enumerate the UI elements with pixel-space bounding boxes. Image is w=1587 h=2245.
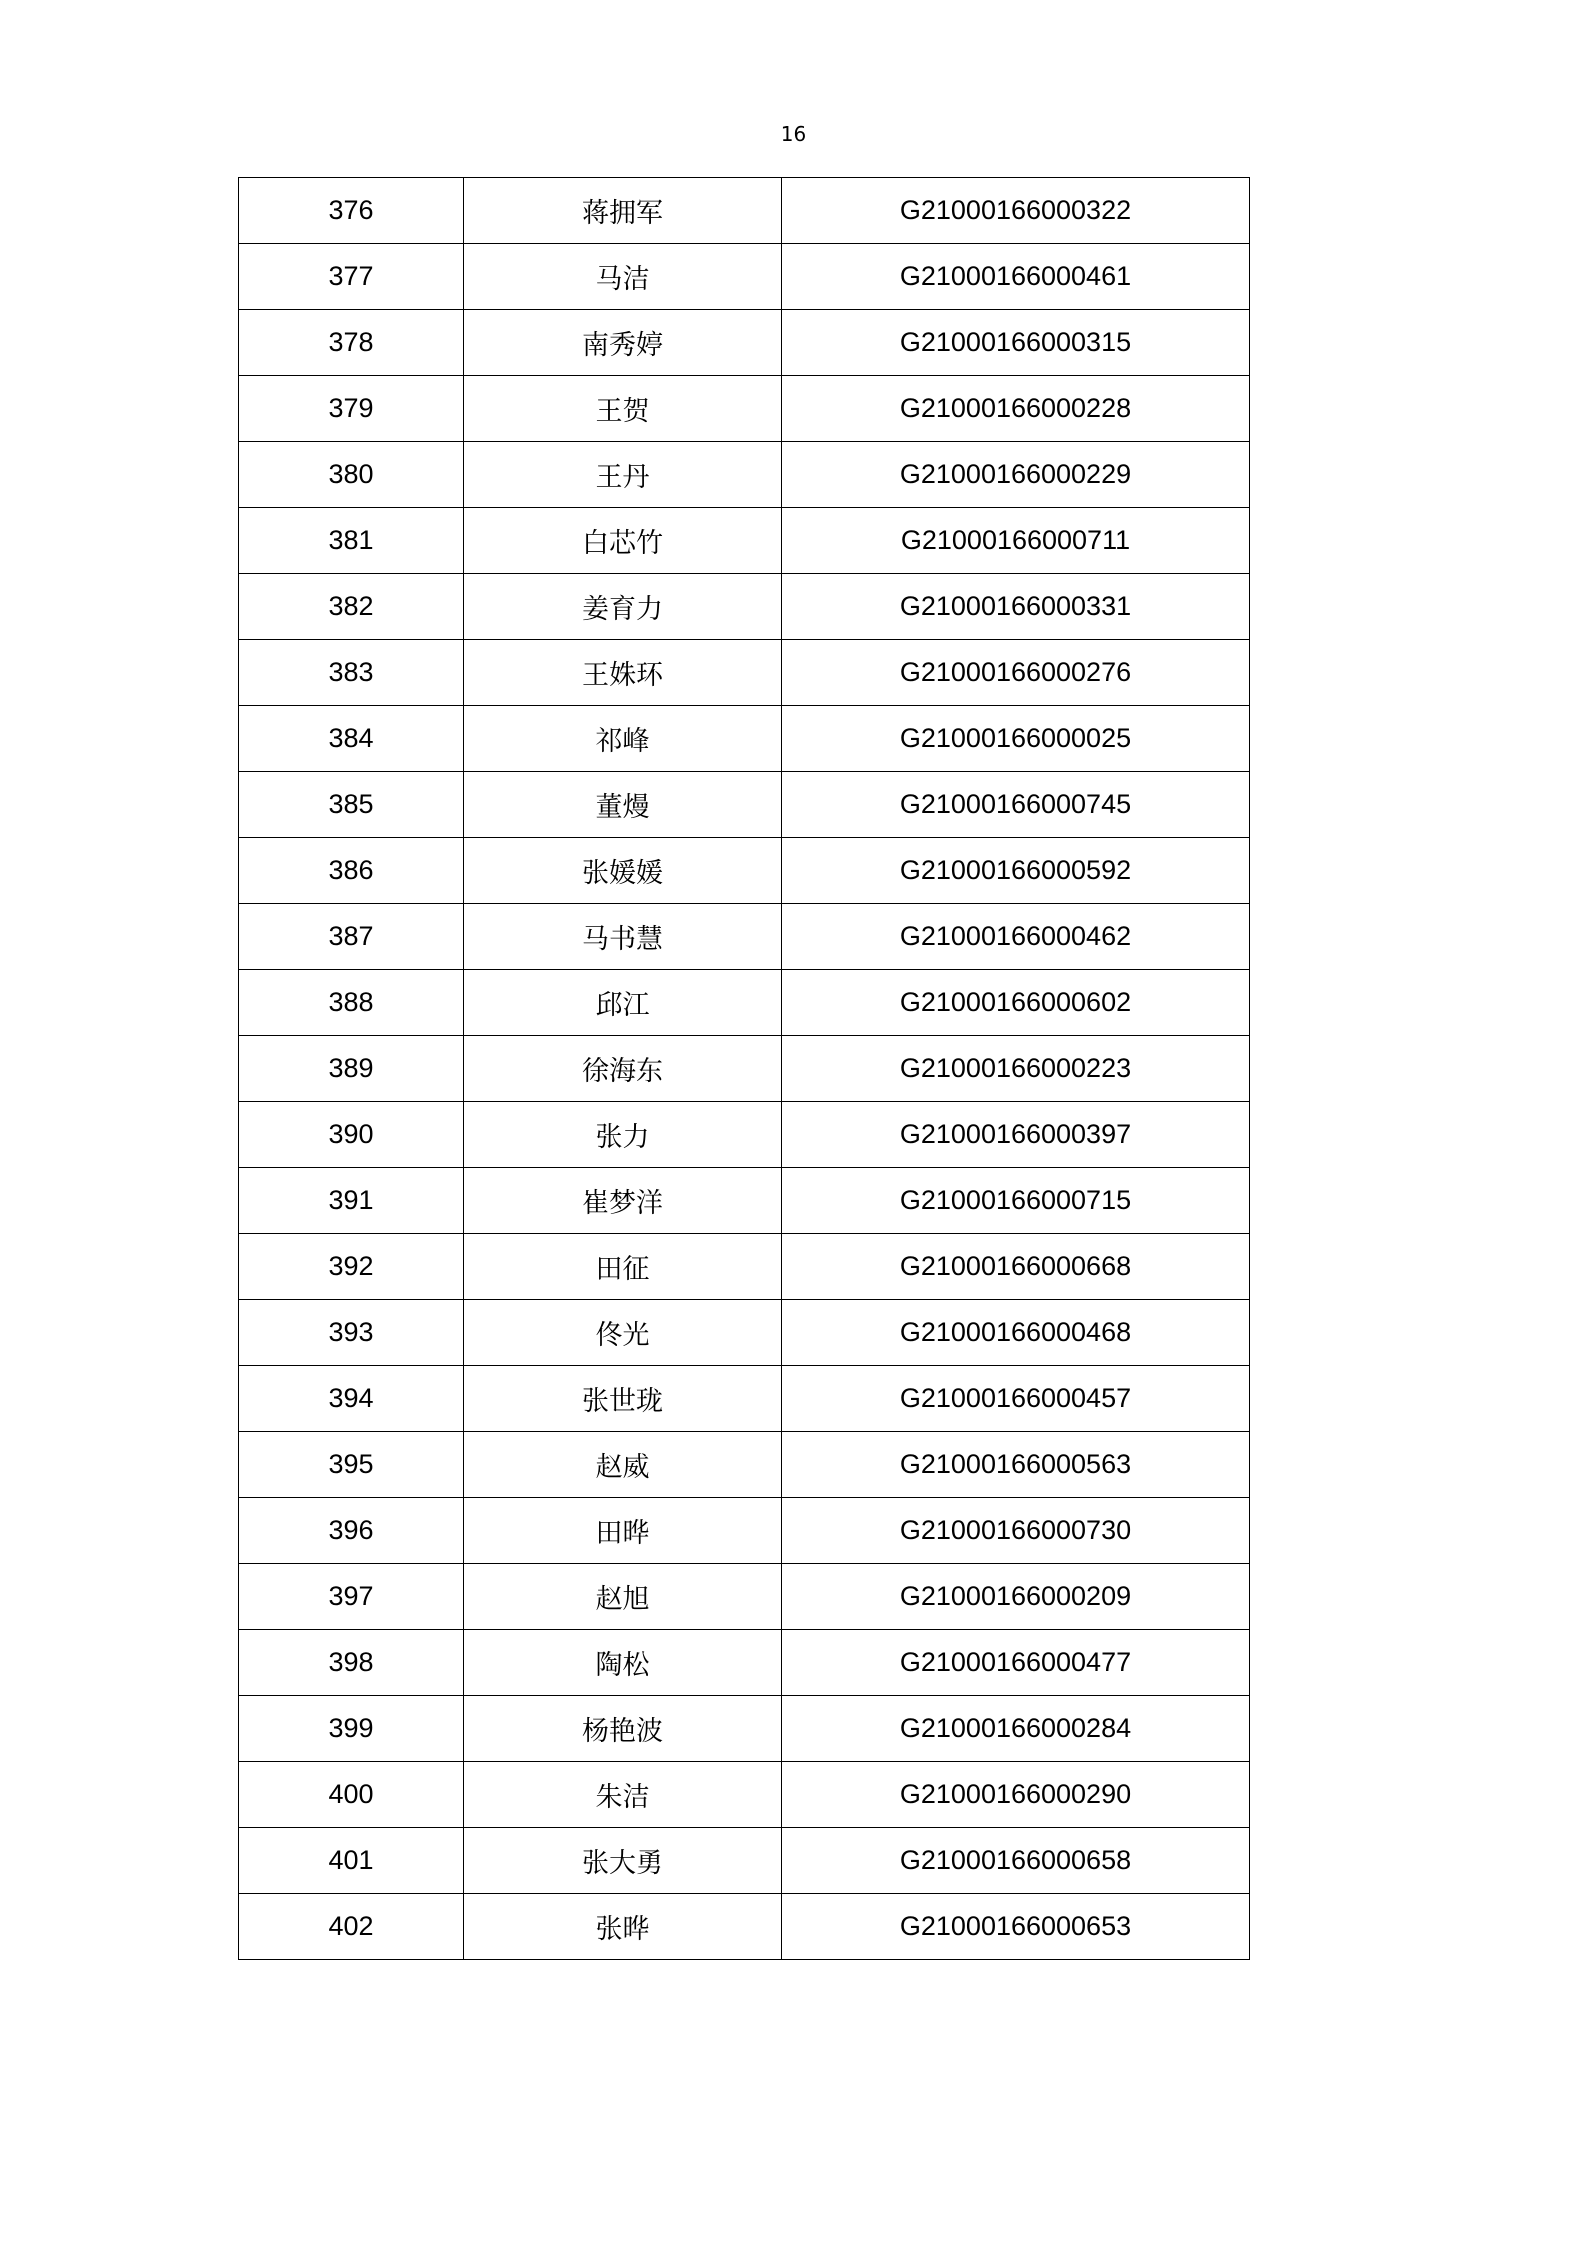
certificate-code-cell: G21000166000315 [782, 310, 1250, 376]
row-number-cell: 396 [239, 1498, 464, 1564]
table-row [239, 1036, 1250, 1102]
name-cell: 马书慧 [464, 904, 782, 970]
row-number-cell: 382 [239, 574, 464, 640]
certificate-code-cell: G21000166000228 [782, 376, 1250, 442]
row-number-cell: 388 [239, 970, 464, 1036]
certificate-code-cell: G21000166000462 [782, 904, 1250, 970]
name-cell: 王贺 [464, 376, 782, 442]
table-row [239, 838, 1250, 904]
certificate-code-cell: G21000166000461 [782, 244, 1250, 310]
name-cell: 田晔 [464, 1498, 782, 1564]
table-row [239, 904, 1250, 970]
certificate-code-cell: G21000166000025 [782, 706, 1250, 772]
name-cell: 徐海东 [464, 1036, 782, 1102]
table-row [239, 1234, 1250, 1300]
row-number-cell: 380 [239, 442, 464, 508]
name-cell: 张世珑 [464, 1366, 782, 1432]
name-cell: 杨艳波 [464, 1696, 782, 1762]
table-row [239, 1762, 1250, 1828]
row-number-cell: 378 [239, 310, 464, 376]
table-row [239, 1894, 1250, 1960]
roster-table-body [239, 178, 1250, 1960]
certificate-code-cell: G21000166000592 [782, 838, 1250, 904]
name-cell: 田征 [464, 1234, 782, 1300]
row-number-cell: 398 [239, 1630, 464, 1696]
row-number-cell: 387 [239, 904, 464, 970]
name-cell: 南秀婷 [464, 310, 782, 376]
table-row [239, 310, 1250, 376]
name-cell: 赵威 [464, 1432, 782, 1498]
certificate-code-cell: G21000166000563 [782, 1432, 1250, 1498]
certificate-code-cell: G21000166000331 [782, 574, 1250, 640]
row-number-cell: 376 [239, 178, 464, 244]
row-number-cell: 395 [239, 1432, 464, 1498]
table-row [239, 1432, 1250, 1498]
row-number-cell: 391 [239, 1168, 464, 1234]
table-row [239, 1564, 1250, 1630]
row-number-cell: 392 [239, 1234, 464, 1300]
name-cell: 董熳 [464, 772, 782, 838]
certificate-code-cell: G21000166000468 [782, 1300, 1250, 1366]
row-number-cell: 401 [239, 1828, 464, 1894]
row-number-cell: 383 [239, 640, 464, 706]
name-cell: 蒋拥军 [464, 178, 782, 244]
row-number-cell: 402 [239, 1894, 464, 1960]
certificate-code-cell: G21000166000711 [782, 508, 1250, 574]
table-row [239, 970, 1250, 1036]
table-row [239, 1828, 1250, 1894]
table-row [239, 574, 1250, 640]
table-row [239, 1696, 1250, 1762]
table-row [239, 376, 1250, 442]
name-cell: 邱江 [464, 970, 782, 1036]
name-cell: 王姝环 [464, 640, 782, 706]
certificate-code-cell: G21000166000745 [782, 772, 1250, 838]
row-number-cell: 389 [239, 1036, 464, 1102]
certificate-code-cell: G21000166000209 [782, 1564, 1250, 1630]
name-cell: 祁峰 [464, 706, 782, 772]
certificate-code-cell: G21000166000322 [782, 178, 1250, 244]
table-row [239, 1630, 1250, 1696]
name-cell: 白芯竹 [464, 508, 782, 574]
certificate-code-cell: G21000166000602 [782, 970, 1250, 1036]
certificate-code-cell: G21000166000290 [782, 1762, 1250, 1828]
certificate-code-cell: G21000166000276 [782, 640, 1250, 706]
certificate-code-cell: G21000166000284 [782, 1696, 1250, 1762]
name-cell: 张大勇 [464, 1828, 782, 1894]
row-number-cell: 385 [239, 772, 464, 838]
page-number: 16 [780, 122, 807, 146]
name-cell: 陶松 [464, 1630, 782, 1696]
row-number-cell: 386 [239, 838, 464, 904]
table-row [239, 1300, 1250, 1366]
table-row [239, 640, 1250, 706]
name-cell: 王丹 [464, 442, 782, 508]
row-number-cell: 393 [239, 1300, 464, 1366]
name-cell: 姜育力 [464, 574, 782, 640]
row-number-cell: 400 [239, 1762, 464, 1828]
certificate-code-cell: G21000166000223 [782, 1036, 1250, 1102]
row-number-cell: 384 [239, 706, 464, 772]
table-row [239, 1168, 1250, 1234]
row-number-cell: 397 [239, 1564, 464, 1630]
row-number-cell: 379 [239, 376, 464, 442]
row-number-cell: 377 [239, 244, 464, 310]
name-cell: 赵旭 [464, 1564, 782, 1630]
certificate-code-cell: G21000166000397 [782, 1102, 1250, 1168]
table-row [239, 772, 1250, 838]
table-row [239, 178, 1250, 244]
certificate-code-cell: G21000166000457 [782, 1366, 1250, 1432]
certificate-code-cell: G21000166000229 [782, 442, 1250, 508]
name-cell: 朱洁 [464, 1762, 782, 1828]
name-cell: 张力 [464, 1102, 782, 1168]
name-cell: 崔梦洋 [464, 1168, 782, 1234]
name-cell: 佟光 [464, 1300, 782, 1366]
table-row [239, 1366, 1250, 1432]
name-cell: 张晔 [464, 1894, 782, 1960]
table-row [239, 442, 1250, 508]
table-row [239, 1102, 1250, 1168]
table-row [239, 706, 1250, 772]
roster-table [238, 177, 1250, 1960]
table-row [239, 508, 1250, 574]
table-row [239, 1498, 1250, 1564]
certificate-code-cell: G21000166000668 [782, 1234, 1250, 1300]
table-row [239, 244, 1250, 310]
row-number-cell: 399 [239, 1696, 464, 1762]
certificate-code-cell: G21000166000715 [782, 1168, 1250, 1234]
name-cell: 马洁 [464, 244, 782, 310]
certificate-code-cell: G21000166000658 [782, 1828, 1250, 1894]
name-cell: 张媛媛 [464, 838, 782, 904]
row-number-cell: 390 [239, 1102, 464, 1168]
certificate-code-cell: G21000166000730 [782, 1498, 1250, 1564]
row-number-cell: 394 [239, 1366, 464, 1432]
certificate-code-cell: G21000166000477 [782, 1630, 1250, 1696]
certificate-code-cell: G21000166000653 [782, 1894, 1250, 1960]
row-number-cell: 381 [239, 508, 464, 574]
